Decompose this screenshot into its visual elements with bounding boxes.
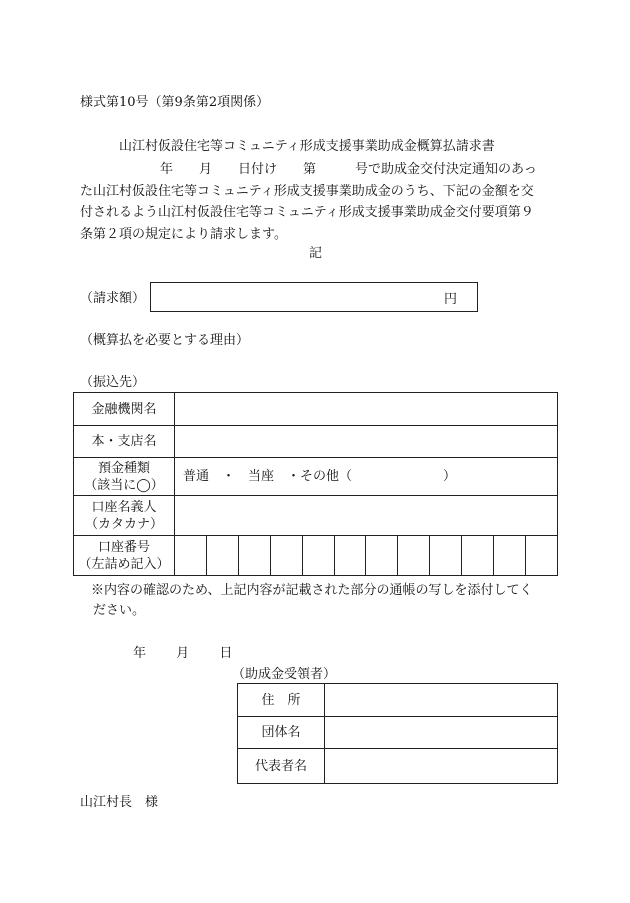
account-number-digit-cell[interactable]	[334, 536, 366, 576]
account-number-digit-cell[interactable]	[398, 536, 430, 576]
recipient-label: （助成金受領者）	[232, 667, 337, 682]
recipient-table	[237, 683, 558, 784]
account-number-digit-cell[interactable]	[526, 536, 558, 576]
institution-field[interactable]	[175, 393, 558, 426]
institution-label: 金融機関名	[74, 393, 175, 426]
ki-heading: 記	[309, 246, 323, 261]
account-number-label	[74, 536, 175, 576]
account-number-digit-cell[interactable]	[206, 536, 238, 576]
account-number-digit-cell[interactable]	[366, 536, 398, 576]
address-field[interactable]	[325, 684, 558, 717]
account-holder-label-line1: 口座名義人	[91, 499, 157, 515]
account-number-digit-cell[interactable]	[462, 536, 494, 576]
body-line-3: 付されるよう山江村仮設住宅等コミュニティ形成支援事業助成金交付要項第９	[80, 205, 534, 220]
bank-account-table	[73, 392, 558, 576]
account-number-digit-cell[interactable]	[270, 536, 302, 576]
body-line-2: た山江村仮設住宅等コミュニティ形成支援事業助成金のうち、下記の金額を交	[80, 183, 534, 199]
account-holder-label	[74, 496, 175, 536]
organization-field[interactable]	[325, 717, 558, 749]
account-number-digit-cell[interactable]	[302, 536, 334, 576]
representative-label: 代表者名	[238, 749, 325, 784]
account-number-label-line1: 口座番号	[98, 539, 151, 555]
date-line	[133, 647, 258, 660]
claim-amount-field[interactable]	[150, 282, 478, 312]
yen-unit: 円	[443, 292, 457, 307]
body-line-4: 条第２項の規定により請求します。	[80, 226, 287, 242]
account-number-digit-cell[interactable]	[494, 536, 526, 576]
addressee: 山江村長 様	[80, 795, 159, 810]
form-number: 様式第10号（第9条第2項関係）	[80, 95, 270, 110]
account-number-label-line2: （左詰め記入）	[78, 556, 170, 572]
account-number-digit-cell[interactable]	[430, 536, 462, 576]
account-holder-field[interactable]	[175, 496, 558, 536]
date-month: 月	[176, 646, 190, 661]
account-number-digit-cell[interactable]	[238, 536, 270, 576]
deposit-type-label-line1: 預金種類	[98, 460, 151, 476]
bank-section-label: （振込先）	[80, 375, 146, 390]
note-line-1: ※内容の確認のため、上記内容が記載された部分の通帳の写しを添付してく	[91, 583, 533, 598]
body-line-1: 年 月 日付け 第 号で助成金交付決定通知のあっ	[160, 162, 537, 177]
account-holder-label-line2: （カタカナ）	[85, 516, 164, 532]
date-day: 日	[219, 646, 233, 661]
passbook-note	[91, 581, 561, 621]
representative-field[interactable]	[325, 749, 558, 784]
address-label: 住 所	[238, 684, 325, 717]
note-line-2: ださい。	[93, 603, 146, 618]
deposit-type-options[interactable]: 普通 ・ 当座 ・その他（ ）	[175, 458, 558, 496]
request-body	[80, 159, 562, 245]
deposit-type-label	[74, 458, 175, 496]
deposit-type-label-line2: （該当に◯）	[84, 477, 164, 493]
account-number-digit-cell[interactable]	[175, 536, 207, 576]
date-year: 年	[133, 646, 147, 661]
claim-amount-label: （請求額）	[80, 291, 146, 306]
document-title: 山江村仮設住宅等コミュニティ形成支援事業助成金概算払請求書	[119, 139, 495, 154]
organization-label: 団体名	[238, 717, 325, 749]
branch-label: 本・支店名	[74, 426, 175, 458]
reason-label: （概算払を必要とする理由）	[80, 333, 250, 348]
branch-field[interactable]	[175, 426, 558, 458]
